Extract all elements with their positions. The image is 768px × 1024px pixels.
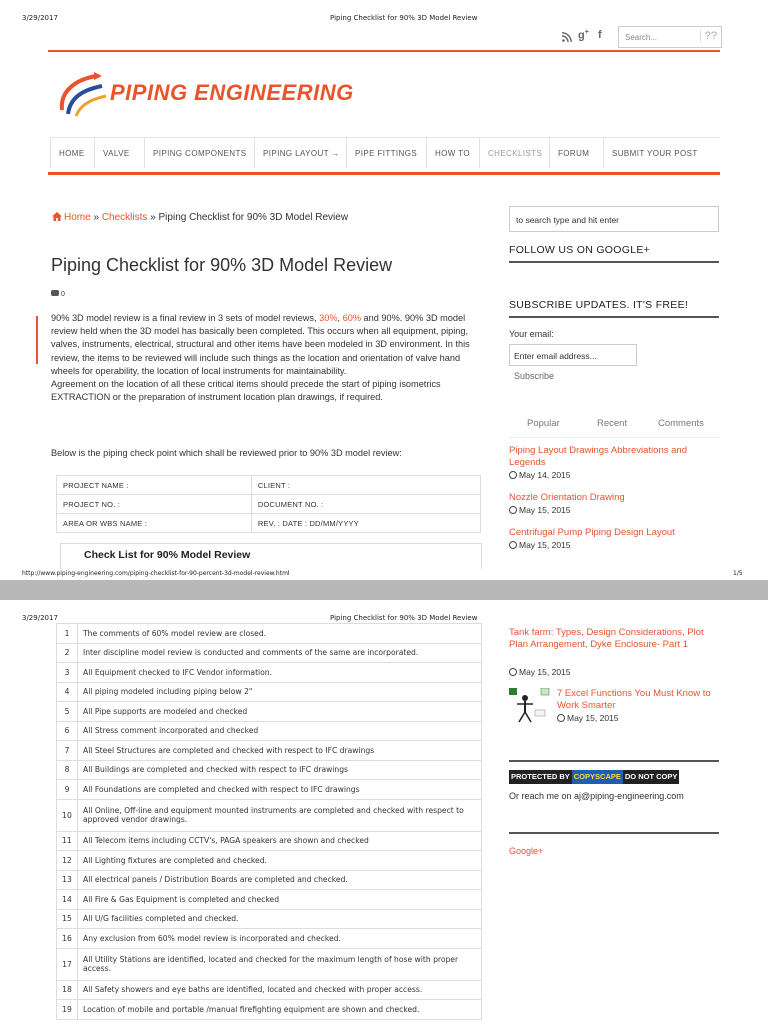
- top-rule: [48, 50, 720, 52]
- popular-post-link[interactable]: Centrifugal Pump Piping Design Layout: [509, 527, 675, 538]
- intro-sep: ,: [337, 313, 343, 323]
- sidebar-search[interactable]: [509, 206, 719, 232]
- nav-home[interactable]: HOME: [50, 138, 95, 168]
- popular-post-link[interactable]: Piping Layout Drawings Abbreviations and Legends: [509, 445, 687, 468]
- item-number: 19: [57, 1000, 78, 1020]
- print-footer-url: http://www.piping-engineering.com/piping-checklist-for-90-percent-3d-model-review.html: [22, 570, 290, 577]
- breadcrumb-sep: »: [147, 212, 159, 223]
- date-text: May 14, 2015: [519, 470, 571, 480]
- checkpoint-intro: Below is the piping check point which shall be reviewed prior to 90% 3D model review:: [51, 448, 402, 458]
- sidebar-search-input[interactable]: to search type and hit enter: [516, 215, 620, 225]
- email-label: Your email:: [509, 329, 554, 339]
- clock-icon: [509, 541, 517, 549]
- popular-post-link[interactable]: 7 Excel Functions You Must Know to Work Smarter: [557, 688, 711, 711]
- contact-text: Or reach me on aj@piping-engineering.com: [509, 791, 684, 801]
- item-text: All Utility Stations are identified, located and checked for the maximum length of hose with proper access.: [78, 948, 482, 980]
- table-cell: CLIENT :: [251, 476, 480, 495]
- breadcrumb-home[interactable]: Home: [64, 212, 91, 223]
- date-text: May 15, 2015: [519, 505, 571, 515]
- item-text: All Safety showers and eye baths are identified, located and checked with proper access.: [78, 980, 482, 1000]
- intro-text: 90% 3D model review is a final review in 3 sets of model reviews,: [51, 313, 320, 323]
- table-row: [57, 495, 481, 514]
- item-text: All Telecom items including CCTV's, PAGA speakers are shown and checked: [78, 831, 482, 851]
- tab-comments[interactable]: Comments: [658, 418, 704, 429]
- print-date: 3/29/2017: [22, 614, 58, 622]
- google-plus-icon[interactable]: g+: [578, 29, 589, 42]
- email-placeholder: Enter email address...: [514, 351, 597, 361]
- item-number: 1: [57, 624, 78, 644]
- table-row: [57, 799, 482, 831]
- item-text: All piping modeled including piping below 2": [78, 682, 482, 702]
- post-date: [509, 470, 571, 480]
- excel-thumbnail-icon: [509, 688, 551, 724]
- print-title: Piping Checklist for 90% 3D Model Review: [330, 614, 478, 622]
- post-date: [557, 713, 619, 723]
- facebook-icon[interactable]: f: [598, 29, 602, 41]
- item-number: 11: [57, 831, 78, 851]
- nav-piping-layout[interactable]: PIPING LAYOUT →: [255, 138, 347, 168]
- item-number: 4: [57, 682, 78, 702]
- item-text: All Equipment checked to IFC Vendor information.: [78, 663, 482, 683]
- table-row: [57, 980, 482, 1000]
- breadcrumb-sep: »: [90, 212, 102, 223]
- divider: [509, 760, 719, 762]
- item-number: 8: [57, 760, 78, 780]
- edge-marker: [36, 316, 38, 364]
- table-cell: DOCUMENT NO. :: [251, 495, 480, 514]
- nav-checklists[interactable]: CHECKLISTS: [480, 138, 550, 168]
- item-text: Inter discipline model review is conducted and comments of the same are incorporated.: [78, 643, 482, 663]
- top-search-input[interactable]: Search...: [625, 33, 658, 42]
- home-icon: [52, 212, 62, 221]
- table-cell: AREA OR WBS NAME :: [57, 514, 252, 533]
- table-row: [57, 890, 482, 910]
- table-cell: PROJECT NAME :: [57, 476, 252, 495]
- nav-how-to[interactable]: HOW TO: [427, 138, 480, 168]
- table-row: [57, 948, 482, 980]
- table-row: [57, 1000, 482, 1020]
- breadcrumb-checklists[interactable]: Checklists: [101, 212, 148, 223]
- item-number: 16: [57, 929, 78, 949]
- item-text: All Foundations are completed and checked with respect to IFC drawings: [78, 780, 482, 800]
- date-text: May 15, 2015: [519, 540, 571, 550]
- table-row: [57, 870, 482, 890]
- subscribe-heading: SUBSCRIBE UPDATES. IT'S FREE!: [509, 299, 689, 311]
- divider: [509, 832, 719, 834]
- checklist-table: [56, 623, 482, 1020]
- table-row: [57, 831, 482, 851]
- item-text: All Online, Off-line and equipment mounted instruments are completed and checked with respect to approved vendor drawings.: [78, 799, 482, 831]
- nav-submit-post[interactable]: SUBMIT YOUR POST: [612, 148, 698, 158]
- popular-post-link[interactable]: Tank farm: Types, Design Considerations, Plot Plan Arrangement, Dyke Enclosure- Part 1: [509, 627, 704, 650]
- item-text: Any exclusion from 60% model review is incorporated and checked.: [78, 929, 482, 949]
- item-number: 15: [57, 909, 78, 929]
- table-row: [57, 721, 482, 741]
- table-row: [57, 682, 482, 702]
- post-date: [509, 667, 571, 677]
- badge-text: PROTECTED BY: [509, 770, 572, 784]
- badge-brand: COPYSCAPE: [572, 770, 623, 784]
- checklist-title: Check List for 90% Model Review: [84, 549, 251, 561]
- item-number: 2: [57, 643, 78, 663]
- follow-heading: FOLLOW US ON GOOGLE+: [509, 244, 651, 256]
- top-search-box[interactable]: [618, 26, 722, 48]
- clock-icon: [509, 471, 517, 479]
- item-number: 10: [57, 799, 78, 831]
- divider: [509, 261, 719, 263]
- logo-text: PIPING ENGINEERING: [110, 80, 354, 105]
- item-text: All electrical panels / Distribution Boards are completed and checked.: [78, 870, 482, 890]
- tab-recent[interactable]: Recent: [597, 418, 628, 429]
- item-text: All Fire & Gas Equipment is completed and checked: [78, 890, 482, 910]
- comments-number: 0: [61, 291, 65, 298]
- tab-popular[interactable]: Popular: [527, 418, 560, 429]
- table-row: [57, 929, 482, 949]
- post-date: [509, 505, 571, 515]
- item-number: 5: [57, 702, 78, 722]
- table-cell: PROJECT NO. :: [57, 495, 252, 514]
- agreement-text: Agreement on the location of all these critical items should precede the start of piping isometrics EXTRACTION or the preparation of instrument location plan drawings, if required.: [51, 379, 441, 403]
- item-text: All Stress comment incorporated and checked: [78, 721, 482, 741]
- item-number: 14: [57, 890, 78, 910]
- page-gap: [0, 580, 768, 600]
- top-search-button[interactable]: ??: [700, 30, 717, 42]
- copyscape-badge[interactable]: [509, 770, 679, 784]
- divider: [509, 316, 719, 318]
- item-text: Location of mobile and portable /manual firefighting equipment are shown and checked.: [78, 1000, 482, 1020]
- date-text: May 15, 2015: [519, 667, 571, 677]
- item-number: 13: [57, 870, 78, 890]
- item-number: 6: [57, 721, 78, 741]
- item-text: All Steel Structures are completed and checked with respect to IFC drawings: [78, 741, 482, 761]
- item-text: All Buildings are completed and checked with respect to IFC drawings: [78, 760, 482, 780]
- item-number: 17: [57, 948, 78, 980]
- link-60-percent[interactable]: 60%: [342, 313, 361, 323]
- comment-icon: [51, 290, 59, 296]
- table-row: [57, 624, 482, 644]
- link-30-percent[interactable]: 30%: [319, 313, 338, 323]
- print-title: Piping Checklist for 90% 3D Model Review: [330, 14, 478, 22]
- post-date: [509, 540, 571, 550]
- main-nav: [50, 137, 720, 167]
- item-text: All Pipe supports are modeled and checked: [78, 702, 482, 722]
- rss-icon[interactable]: [562, 32, 572, 45]
- table-cell: REV. : DATE : DD/MM/YYYY: [251, 514, 480, 533]
- popular-post-link[interactable]: Nozzle Orientation Drawing: [509, 492, 625, 503]
- table-row: [57, 702, 482, 722]
- table-row: [57, 780, 482, 800]
- table-row: [57, 760, 482, 780]
- item-text: All U/G facilities completed and checked.: [78, 909, 482, 929]
- checklist-header: [60, 543, 482, 569]
- email-field[interactable]: [509, 344, 637, 366]
- table-row: [57, 851, 482, 871]
- badge-text: DO NOT COPY: [623, 770, 680, 784]
- item-number: 3: [57, 663, 78, 683]
- clock-icon: [557, 714, 565, 722]
- intro-text-rest: and 90%. 90% 3D model review held when the 3D model has basically been completed. This occurs when all equipment, piping, valves, instruments, electrical, structural and other items have been modeled in 3D environment. In this review, the items to be reviewed will include such things as the location and orientation of valve hand wheels for operability, the location of local instruments for maintainability.: [51, 313, 470, 376]
- table-row: [57, 741, 482, 761]
- item-number: 7: [57, 741, 78, 761]
- top-bar: [48, 28, 720, 50]
- table-row: [57, 476, 481, 495]
- breadcrumb-current: Piping Checklist for 90% 3D Model Review: [158, 212, 349, 223]
- nav-pipe-fittings[interactable]: PIPE FITTINGS: [347, 138, 427, 168]
- post-body: [51, 312, 484, 404]
- comments-count[interactable]: [51, 290, 65, 298]
- table-row: [57, 663, 482, 683]
- site-logo[interactable]: [56, 70, 376, 120]
- date-text: May 15, 2015: [567, 713, 619, 723]
- table-row: [57, 643, 482, 663]
- item-number: 12: [57, 851, 78, 871]
- page-title: Piping Checklist for 90% 3D Model Review: [51, 255, 393, 275]
- breadcrumb: [52, 211, 348, 223]
- subscribe-button[interactable]: Subscribe: [514, 371, 555, 381]
- nav-piping-components[interactable]: PIPING COMPONENTS: [145, 138, 255, 168]
- table-row: [57, 909, 482, 929]
- google-plus-link[interactable]: Google+: [509, 846, 544, 856]
- item-text: All Lighting fixtures are completed and checked.: [78, 851, 482, 871]
- nav-valve[interactable]: VALVE: [95, 138, 145, 168]
- sidebar-tabs: [509, 412, 719, 434]
- clock-icon: [509, 668, 517, 676]
- logo-mark-icon: [56, 70, 108, 118]
- table-row: [57, 514, 481, 533]
- clock-icon: [509, 506, 517, 514]
- item-number: 9: [57, 780, 78, 800]
- item-number: 18: [57, 980, 78, 1000]
- print-date: 3/29/2017: [22, 14, 58, 22]
- nav-forum[interactable]: FORUM: [550, 138, 604, 168]
- divider: [509, 437, 719, 438]
- project-info-table: [56, 475, 481, 533]
- nav-underline: [48, 172, 720, 175]
- print-footer-page: 1/5: [733, 570, 743, 577]
- item-text: The comments of 60% model review are closed.: [78, 624, 482, 644]
